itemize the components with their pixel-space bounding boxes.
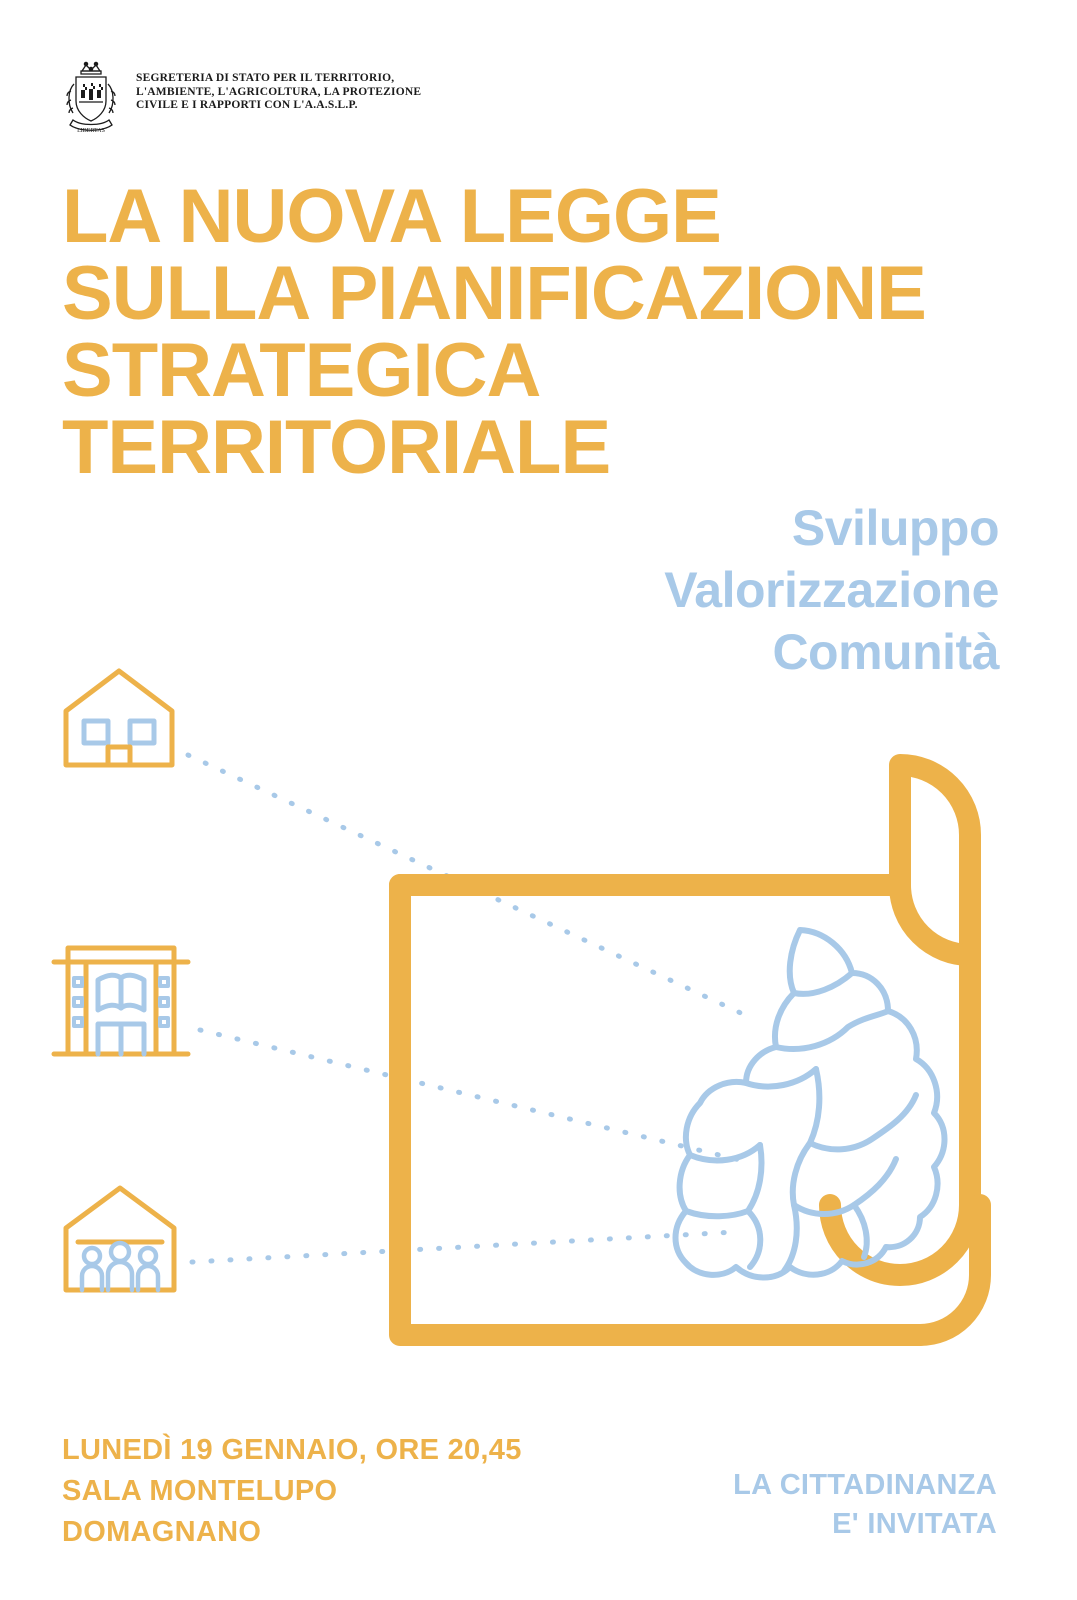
ministry-line-1: SEGRETERIA DI STATO PER IL TERRITORIO, bbox=[136, 72, 395, 84]
invite-line-2: E' INVITATA bbox=[832, 1508, 997, 1540]
event-line-3: DOMAGNANO bbox=[62, 1516, 262, 1548]
subtitle bbox=[664, 497, 999, 683]
subtitle-line-1: Sviluppo bbox=[791, 500, 999, 556]
event-line-1: LUNEDÌ 19 GENNAIO, ORE 20,45 bbox=[62, 1434, 522, 1466]
ministry-name bbox=[136, 58, 421, 113]
subtitle-line-3: Comunità bbox=[772, 624, 999, 680]
community-people-icon bbox=[58, 1180, 182, 1298]
san-marino-map-scroll-icon bbox=[360, 735, 1040, 1375]
house-icon bbox=[58, 663, 180, 773]
svg-text:LIBERTAS: LIBERTAS bbox=[77, 128, 105, 134]
page-title bbox=[62, 174, 1022, 490]
title-line-3: STRATEGICA bbox=[62, 328, 541, 413]
title-line-1: LA NUOVA LEGGE bbox=[62, 174, 721, 259]
invite-line-1: LA CITTADINANZA bbox=[733, 1469, 997, 1501]
invitation-note bbox=[733, 1466, 997, 1544]
title-line-4: TERRITORIALE bbox=[62, 405, 611, 490]
event-details bbox=[62, 1430, 522, 1553]
event-line-2: SALA MONTELUPO bbox=[62, 1475, 338, 1507]
ministry-line-2: L'AMBIENTE, L'AGRICOLTURA, LA PROTEZIONE bbox=[136, 85, 422, 98]
subtitle-line-2: Valorizzazione bbox=[664, 562, 999, 618]
ministry-line-3: CIVILE E I RAPPORTI CON L'A.A.S.L.P. bbox=[136, 99, 358, 112]
header bbox=[60, 58, 421, 136]
school-icon bbox=[46, 928, 196, 1063]
title-line-2: SULLA PIANIFICAZIONE bbox=[62, 251, 926, 336]
san-marino-coat-of-arms-icon bbox=[60, 58, 122, 136]
